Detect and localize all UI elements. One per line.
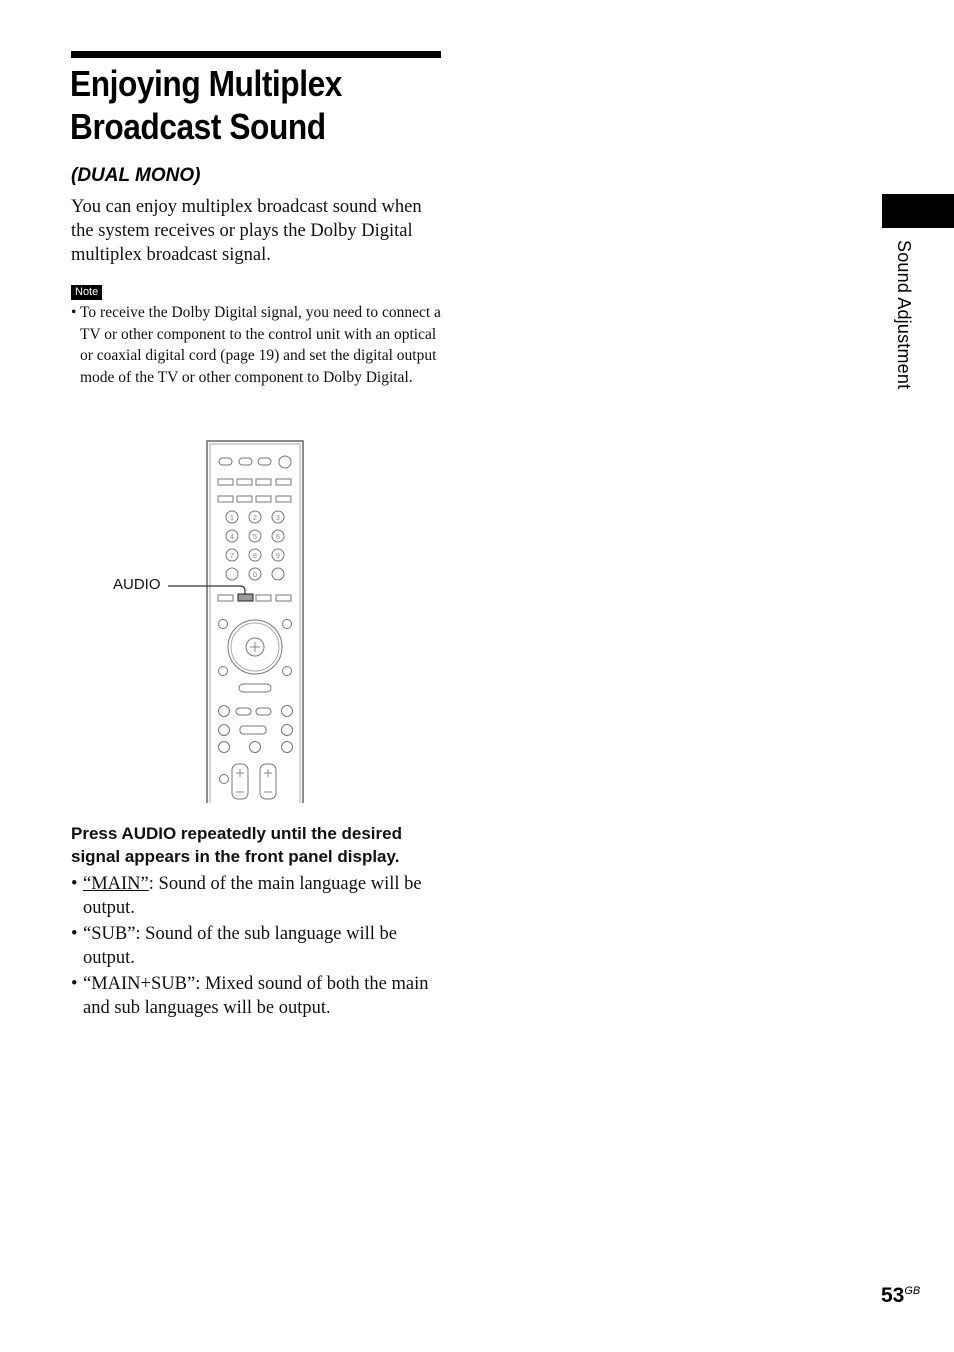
option-list <box>71 872 443 1022</box>
audio-button-highlight <box>238 594 253 601</box>
intro-paragraph: You can enjoy multiplex broadcast sound when the system receives or plays the Dolby Digital multiplex broadcast signal. <box>71 197 422 265</box>
page-number <box>881 1284 920 1308</box>
list-item: • “MAIN”: Sound of the main language will be output. <box>71 874 422 918</box>
page-region-suffix: GB <box>904 1285 921 1297</box>
number-key-label: 3 <box>276 515 280 522</box>
page-number-value: 53 <box>881 1284 905 1307</box>
section-subtitle: (DUAL MONO) <box>71 165 201 186</box>
option-description: : Sound of the sub language will be output. <box>83 924 397 968</box>
number-key-label: 5 <box>253 534 257 541</box>
title-rule <box>71 51 441 58</box>
number-key-label: 4 <box>230 534 234 541</box>
number-key-label: 8 <box>253 553 257 560</box>
option-term: “MAIN+SUB” <box>83 974 196 994</box>
option-term: “MAIN” <box>83 874 149 894</box>
note-badge: Note <box>71 285 102 300</box>
number-key-label: 2 <box>253 515 257 522</box>
instruction-heading: Press AUDIO repeatedly until the desired signal appears in the front panel display. <box>71 824 402 866</box>
page-title: Enjoying Multiplex Broadcast Sound <box>70 63 342 147</box>
remote-control-figure <box>100 438 320 808</box>
note-text: • To receive the Dolby Digital signal, you need to connect a TV or other component to the control unit with an optical or coaxial digital cord (page 19) and set the digital output mode of the TV or other component to Dolby Digital. <box>71 304 441 386</box>
section-side-label: Sound Adjustment <box>894 240 914 390</box>
number-key-label: 0 <box>253 572 257 579</box>
number-key-label: 7 <box>230 553 234 560</box>
number-key-label: 6 <box>276 534 280 541</box>
remote-control-illustration <box>100 438 320 808</box>
list-item: • “SUB”: Sound of the sub language will be output. <box>71 924 397 968</box>
option-description: : Sound of the main language will be output. <box>83 874 422 918</box>
audio-callout-label: AUDIO <box>113 576 161 593</box>
section-tab-marker <box>882 194 954 228</box>
number-key-label: 9 <box>276 553 280 560</box>
option-description: : Mixed sound of both the main and sub languages will be output. <box>83 974 429 1018</box>
list-item: • “MAIN+SUB”: Mixed sound of both the main and sub languages will be output. <box>71 974 429 1018</box>
option-term: “SUB” <box>83 924 136 944</box>
number-key-label: 1 <box>230 515 234 522</box>
